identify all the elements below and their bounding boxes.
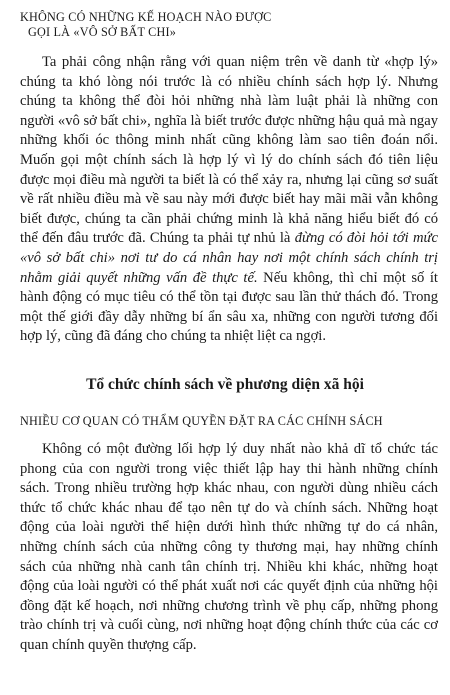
subheading-line-1: KHÔNG CÓ NHỮNG KẾ HOẠCH NÀO ĐƯỢC <box>20 10 272 24</box>
section-title: Tổ chức chính sách về phương diện xã hội <box>86 376 364 393</box>
subheading-line-2: GỌI LÀ «VÔ SỞ BẤT CHI» <box>28 25 177 39</box>
subheading-policy-authorities: NHIỀU CƠ QUAN CÓ THẨM QUYỀN ĐẶT RA CÁC CHÍNH SÁCH <box>20 414 383 428</box>
paragraph-1-italic-text: đừng có đòi hỏi tới mức «vô sở bất chi» nơi tư do cá nhân hay nơi một chính sách chính trị nhằm giải quyết những vấn đề thực tế. <box>20 230 438 286</box>
paragraph-reasonable-policies <box>20 53 438 347</box>
paragraph-1-text-start: Ta phải công nhận rằng với quan niệm trên về danh từ «hợp lý» chúng ta khó lòng nói trước là có nhiều chính sách hợp lý. Nhưng chúng ta không thể đòi hỏi những nhà làm luật phải là những con người «vô sở bất chi», nghĩa là biết trước được những hậu quả mà ngay những khối óc thông minh nhất cũng không làm sao tiên đoán nổi. Muốn gọi một chính sách là hợp lý vì lý do chính sách đó tiên liệu được mọi điều mà người ta biết là có thể xảy ra, nhưng lại cũng sơ suất về rất nhiều điều mà về sau này mới được biết hay mãi mãi vẫn không biết được, chúng ta cần phải chứng minh là khả năng hiểu biết đó có thể đến đâu trước đã. Chúng ta phải tự nhủ là <box>20 54 438 247</box>
paragraph-organization-of-policies: Không có một đường lối hợp lý duy nhất nào khả dĩ tổ chức tác phong của con người trong việc thiết lập hay thi hành những chính sách. Trong nhiều trường hợp khác nhau, con người dùng nhiều cách thức tổ chức khác nhau để tạo nên tự do và chính sách. Những hoạt động của loài người thể hiện dưới hình thức những tự do cá nhân, những chính sách của những công ty thương mại, hay những chính sách của những nhà canh tân chính trị. Nhiều khi khác, những hoạt động của loài người có thể phát xuất nơi các quyết định của những hội đồng đặt kế hoạch, nơi những chương trình về phụ cấp, những phong trào chính trị và cuối cùng, nơi những hoạt động chính thức của các cơ quan chính quyền thượng cấp. <box>20 441 438 653</box>
paragraph-1-text-end: Nếu không, thì chỉ một số ít hành động có mục tiêu có thể tồn tại được sau lần thử thách đó. Trong một thế giới đầy dẫy những bí ẩn sâu xa, những con người tương đối hợp lý, cũng đã đáng cho chúng ta nhiệt liệt ca ngợi. <box>20 269 438 345</box>
subheading-no-omniscient-plans <box>20 10 440 40</box>
